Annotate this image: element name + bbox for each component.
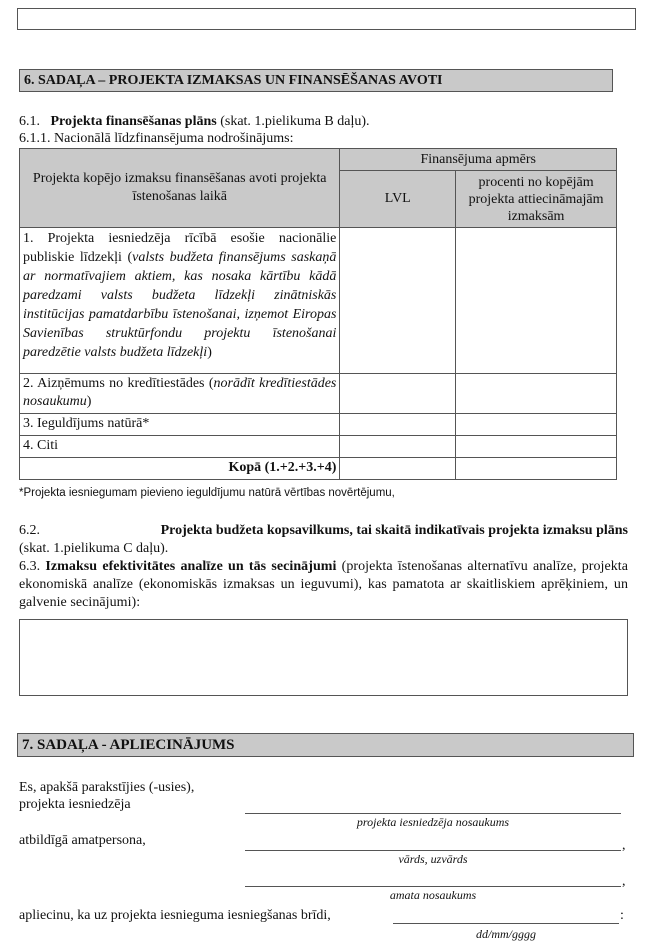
total-lvl-cell[interactable] (340, 458, 456, 480)
table-row (20, 436, 617, 458)
declaration-line-3: atbildīgā amatpersona, (19, 833, 146, 848)
section-7-header (17, 733, 634, 757)
section-6-2-number: 6.2. (19, 523, 40, 538)
section-6-1-note: (skat. 1.pielikuma B daļu). (216, 114, 370, 129)
row-1-lvl-cell[interactable] (340, 228, 456, 374)
section-6-2 (19, 522, 628, 558)
header-lvl: LVL (340, 171, 456, 228)
date-field[interactable] (393, 909, 619, 924)
section-6-1-title: Projekta finansēšanas plāns (50, 114, 217, 129)
section-6-title: 6. SADAĻA – PROJEKTA IZMAKSAS UN FINANSĒŠANAS AVOTI (24, 73, 443, 88)
comma-1: , (622, 838, 626, 853)
declaration-line-2: projekta iesniedzēja (19, 797, 131, 812)
row-1-label (20, 228, 340, 374)
row-3-percent-cell[interactable] (456, 414, 617, 436)
row-3-lvl-cell[interactable] (340, 414, 456, 436)
section-6-header (19, 69, 613, 92)
footnote: *Projekta iesniegumam pievieno ieguldījumu natūrā vērtības novērtējumu, (19, 487, 395, 499)
declaration-line-4: apliecinu, ka uz projekta iesnieguma iesniegšanas brīdi, (19, 908, 331, 923)
row-2-percent-cell[interactable] (456, 374, 617, 414)
row-4-percent-cell[interactable] (456, 436, 617, 458)
row-1-percent-cell[interactable] (456, 228, 617, 374)
row-2-label (20, 374, 340, 414)
row-2-lead: 2. Aizņēmums no kredītiestādes ( (23, 376, 214, 391)
applicant-name-field[interactable] (245, 799, 621, 814)
row-3-label: 3. Ieguldījums natūrā* (20, 414, 340, 436)
section-6-2-note: (skat. 1.pielikuma C daļu). (19, 541, 169, 556)
table-row (20, 374, 617, 414)
section-6-3-number: 6.3. (19, 559, 41, 574)
section-6-1-1-heading: 6.1.1. Nacionālā līdzfinansējuma nodrošinājums: (19, 131, 294, 146)
section-6-3-title: Izmaksu efektivitātes analīze un tās secinājumi (45, 559, 337, 574)
row-4-label: 4. Citi (20, 436, 340, 458)
declaration-line-1: Es, apakšā parakstījies (-usies), (19, 780, 195, 795)
row-1-end: ) (207, 345, 212, 360)
table-row (20, 414, 617, 436)
row-2-end: ) (86, 394, 92, 409)
section-6-3 (19, 558, 628, 612)
section-6-2-title: Projekta budžeta kopsavilkums, tai skaitā indikatīvais projekta izmaksu plāns (160, 523, 628, 538)
person-name-caption: vārds, uzvārds (398, 852, 468, 866)
position-field[interactable] (245, 872, 621, 887)
top-text-box[interactable] (17, 8, 636, 30)
position-caption: amata nosaukums (389, 888, 477, 902)
section-6-1-heading (19, 113, 619, 130)
header-percent: procenti no kopējām projekta attiecināmajām izmaksām (456, 171, 617, 228)
section-7-title: 7. SADAĻA - APLIECINĀJUMS (22, 737, 235, 753)
total-percent-cell[interactable] (456, 458, 617, 480)
row-4-lvl-cell[interactable] (340, 436, 456, 458)
comma-2: , (622, 874, 626, 889)
section-6-1-number: 6.1. (19, 114, 40, 129)
table-row (20, 458, 617, 480)
header-funding-sources: Projekta kopējo izmaksu finansēšanas avoti projekta īstenošanas laikā (20, 149, 340, 228)
row-2-lvl-cell[interactable] (340, 374, 456, 414)
row-1-lead: 1. Projekta iesniedzēja rīcībā esošie nacionālie publiskie līdzekļi ( (23, 231, 337, 265)
row-2-italic: norādīt kredītiestādes nosaukumu (23, 376, 337, 409)
total-label: Kopā (1.+2.+3.+4) (20, 458, 340, 480)
header-funding-amount: Finansējuma apmērs (340, 149, 617, 171)
cost-analysis-text-box[interactable] (19, 619, 628, 696)
person-name-field[interactable] (245, 836, 621, 851)
section-6-3-text: (projekta īstenošanas alternatīvu analīze, projekta ekonomiskā analīze (ekonomiskās izmaksas un ieguvumi), kas pamatota ar skaitliskiem aprēķiniem, un galvenie secinājumi): (19, 559, 628, 610)
date-caption: dd/mm/gggg (476, 927, 536, 941)
colon: : (620, 908, 624, 923)
table-row (20, 228, 617, 374)
row-1-italic: valsts budžeta finansējums saskaņā ar normatīvajiem aktiem, kas nosaka kārtību kādā paredzami valsts budžeta līdzekļi zinātniskās institūcijas pamatdarbību īstenošanai, izņemot Eiropas Savienības struktūrfondu projektu īstenošanai paredzētie valsts budžeta līdzekļi (23, 250, 337, 360)
applicant-name-caption: projekta iesniedzēja nosaukums (356, 815, 510, 829)
financing-table (19, 148, 617, 480)
